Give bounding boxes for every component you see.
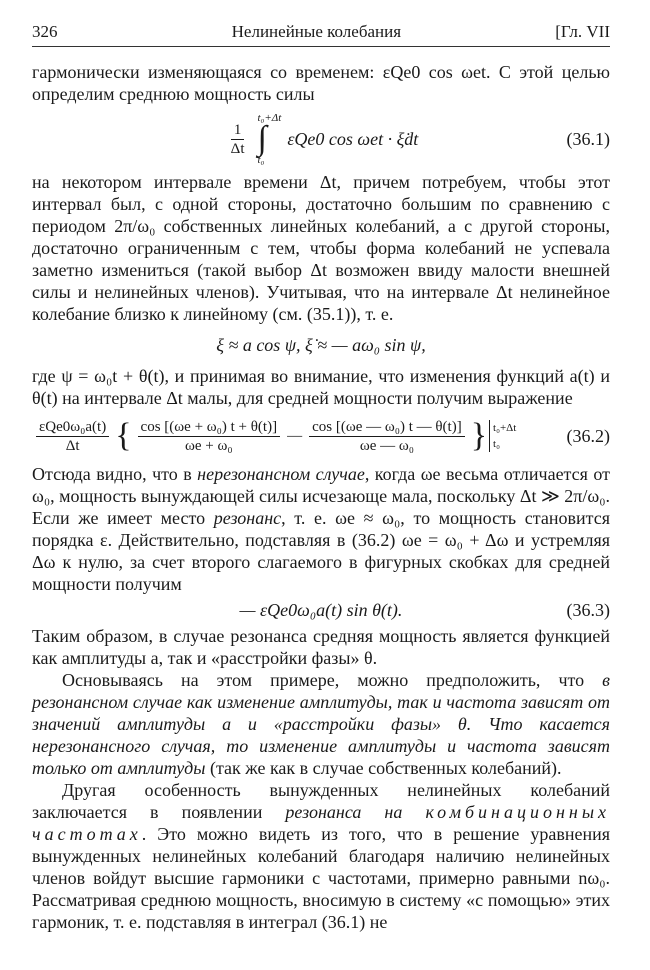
p7-text-1: Другая особенность вынужденных нелинейных колебаний заключается в появлении bbox=[32, 780, 610, 822]
approx-expression: ξ ≈ a cos ψ, ξ̇ ≈ — aω₀ sin ψ, bbox=[216, 335, 426, 355]
paragraph-2: на некотором интервале времени Δt, причем потребуем, чтобы этот интервал был, с одной стороны, достаточно большим по сравнению с периодом 2π/ω₀ собственных линейных колебаний, а с другой стороны, достаточно ограниченным с тем, чтобы форма колебаний не успевала заметно измениться (такой выбор Δt возможен ввиду малости внешней силы и нелинейных членов). Учитывая, что на интервале Δt нелинейное колебание близко к линейному (см. (35.1)), т. е. bbox=[32, 172, 610, 324]
p7-emphasis: резонанса на bbox=[285, 802, 403, 822]
prefactor-denominator: Δt bbox=[65, 437, 80, 454]
p4-text-2: , когда ωe весьма отличается от ω₀, мощность вынуждающей силы исчезающе мала, поскольку Δt ≫ 2π/ω₀. Если же имеет место bbox=[32, 464, 611, 528]
evaluation-bar bbox=[489, 420, 516, 452]
prefactor-numerator: εQe0ω₀a(t) bbox=[36, 418, 109, 437]
p6-emphasis: в резонансном случае как изменение амплитуды, так и частота зависят от значений амплитуды a и «расстройки фазы» θ. Что касается нерезонансного случая, то изменение амплитуды и частота зависят только от амплитуды bbox=[32, 670, 610, 778]
equation-expression: — εQe0ω₀a(t) sin θ(t). bbox=[239, 600, 403, 620]
right-brace-icon: } bbox=[470, 417, 488, 454]
page-number: 326 bbox=[32, 22, 58, 41]
paragraph-6 bbox=[32, 669, 610, 779]
p6-text-1: Основываясь на этом примере, можно предположить, что bbox=[62, 670, 603, 690]
equation-label: (36.3) bbox=[566, 600, 610, 620]
integral-sign bbox=[258, 112, 282, 166]
integral-lower-limit: t₀ bbox=[257, 154, 265, 166]
equation-36-1 bbox=[32, 107, 610, 171]
prefactor bbox=[36, 418, 109, 455]
equation-approx bbox=[32, 325, 610, 365]
minus-sign: — bbox=[287, 428, 303, 444]
left-brace-icon: { bbox=[115, 417, 132, 454]
equation-36-2 bbox=[32, 409, 610, 463]
term-2 bbox=[309, 418, 465, 455]
integral-symbol-icon: ∫ bbox=[257, 120, 267, 157]
eval-upper-limit: t₀+Δt bbox=[493, 422, 517, 434]
paragraph-7 bbox=[32, 779, 610, 933]
chapter-label: [Гл. VII bbox=[555, 22, 610, 41]
running-title: Нелинейные колебания bbox=[231, 22, 402, 41]
fraction-1-over-dt bbox=[228, 121, 248, 158]
term-1 bbox=[138, 418, 281, 455]
term-1-denominator: ωe + ω₀ bbox=[185, 437, 233, 454]
term-2-numerator: cos [(ωe — ω₀) t — θ(t)] bbox=[309, 418, 465, 437]
eval-lower-limit: t₀ bbox=[493, 438, 500, 450]
equation-label: (36.1) bbox=[566, 129, 610, 149]
fraction-numerator: 1 bbox=[231, 121, 245, 140]
paragraph-5: Таким образом, в случае резонанса средняя мощность является функцией как амплитуды a, так и «расстройки фазы» θ. bbox=[32, 626, 610, 668]
fraction-denominator: Δt bbox=[230, 140, 245, 157]
paragraph-3: где ψ = ω₀t + θ(t), и принимая во внимание, что изменения функций a(t) и θ(t) на интервале Δt малы, для средней мощности получим выражение bbox=[32, 366, 610, 408]
p4-emphasis-1: нерезонансном случае bbox=[197, 464, 365, 484]
equation-label: (36.2) bbox=[566, 426, 610, 446]
p7-spaced-emphasis: комбинационных частотах bbox=[32, 802, 610, 844]
p7-text-2: . Это можно видеть из того, что в решение уравнения вынужденных нелинейных колебаний благодаря наличию нелинейных членов войдут высшие гармоники с частотами, примерно равными nω₀. Рассматривая среднюю мощность, вносимую в систему «с помощью» этих гармоник, т. е. подставляя в интеграл (36.1) не bbox=[32, 824, 610, 932]
integrand: εQe0 cos ωet · ξ̇dt bbox=[287, 129, 419, 149]
running-header bbox=[32, 22, 610, 47]
term-1-numerator: cos [(ωe + ω₀) t + θ(t)] bbox=[138, 418, 281, 437]
page bbox=[32, 22, 610, 933]
paragraph-4 bbox=[32, 463, 610, 595]
paragraph-1: гармонически изменяющаяся со временем: εQe0 cos ωet. С этой целью определим среднюю мощность силы bbox=[32, 62, 610, 104]
p4-text-1: Отсюда видно, что в bbox=[32, 464, 198, 484]
integral-upper-limit: t₀+Δt bbox=[257, 112, 282, 124]
p4-text-3: , т. е. ωe ≈ ω₀, то мощность становится порядка ε. Действительно, подставляя в (36.2) ωe = ω₀ + Δω и устремляя Δω к нулю, за счет второго слагаемого в фигурных скобках для средней мощности получим bbox=[32, 508, 610, 594]
p4-emphasis-2: резонанс bbox=[213, 508, 282, 528]
term-2-denominator: ωe — ω₀ bbox=[359, 437, 414, 454]
p6-text-2: (так же как в случае собственных колебаний). bbox=[205, 758, 562, 778]
equation-36-3 bbox=[32, 595, 610, 625]
